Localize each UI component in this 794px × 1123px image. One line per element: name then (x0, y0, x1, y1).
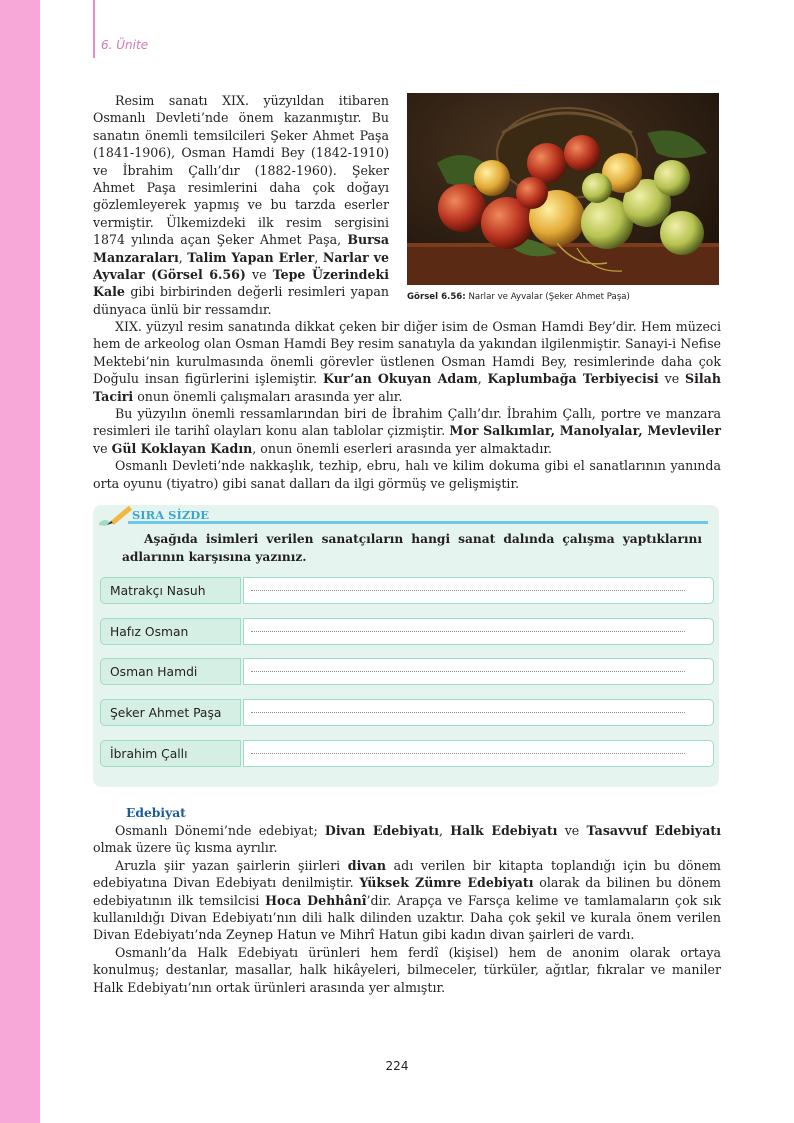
activity-header-rule (128, 521, 708, 524)
answer-field[interactable] (243, 577, 714, 604)
answer-row (100, 740, 714, 769)
answer-row (100, 618, 714, 647)
answer-dotted-line (251, 712, 685, 713)
artist-name: Matrakçı Nasuh (100, 577, 241, 604)
page-number: 224 (385, 1059, 409, 1073)
artist-name: İbrahim Çallı (100, 740, 241, 767)
activity-instruction (122, 531, 702, 566)
activity-title: SIRA SİZDE (132, 508, 209, 522)
artist-name: Osman Hamdi (100, 658, 241, 685)
paragraph-el-sanatlari: Osmanlı Devleti’nde nakkaşlık, tezhip, ebru, halı ve kilim dokuma gibi el sanatlarının yanında orta oyunu (tiyatro) gibi sanat dalları da ilgi görmüş ve gelişmiştir. (93, 458, 721, 491)
pencil-icon (95, 503, 135, 529)
answer-dotted-line (251, 753, 685, 754)
paragraph-halk: Osmanlı’da Halk Edebiyatı ürünleri hem ferdî (kişisel) hem de anonim olarak ortaya konulmuş; destanlar, masallar, halk hikâyeleri, bilmeceler, türküler, ağıtlar, fıkralar ve maniler Halk Edebiyatı’nın ortak ürünleri arasında yer almıştır. (93, 944, 721, 995)
body-paragraphs (93, 318, 721, 492)
section-title-edebiyat: Edebiyat (126, 805, 186, 820)
answer-dotted-line (251, 590, 685, 591)
answer-field[interactable] (243, 699, 714, 726)
paragraph-divan: Aruzla şiir yazan şairlerin şiirleri divan adı verilen bir kitapta toplandığı için bu dönem edebiyatına Divan Edebiyatı denilmiştir. Yüksek Zümre Edebiyatı olarak da bilinen bu dönem edebiyatının ilk temsilcisi Hoca Dehhânî’dir. Arapça ve Farsça kelime ve tamlamaların çok sık kullanıldığı Divan Edebiyatı’nın dili halk dilinden uzaktır. Daha çok şekil ve kurala önem verilen Divan Edebiyatı’nda Zeynep Hatun ve Mihrî Hatun gibi kadın divan şairleri de vardı. (93, 857, 722, 943)
answer-dotted-line (251, 631, 685, 632)
answer-row (100, 699, 714, 728)
artist-name: Hafız Osman (100, 618, 241, 645)
answer-row (100, 658, 714, 687)
edebiyat-paragraphs (93, 822, 721, 996)
answer-row (100, 577, 714, 606)
left-color-band (0, 0, 40, 1123)
activity-instruction-text: Aşağıda isimleri verilen sanatçıların hangi sanat dalında çalışma yaptıklarını adlarının karşısına yazınız. (122, 532, 702, 564)
answer-field[interactable] (243, 658, 714, 685)
figure-caption: Görsel 6.56: Narlar ve Ayvalar (Şeker Ahmet Paşa) (407, 292, 630, 302)
intro-text: Resim sanatı XIX. yüzyıldan itibaren Osmanlı Devleti’nde önem kazanmıştır. Bu sanatın önemli temsilcileri Şeker Ahmet Paşa (1841-1906), Osman Hamdi Bey (1842-1910) ve İbrahim Çallı’dır (1882-1960). Şeker Ahmet Paşa resimlerini daha çok doğayı gözlemleyerek yapmış ve bu tarzda eserler vermiştir. Ülkemizdeki ilk resim sergisini 1874 yılında açan Şeker Ahmet Paşa, Bursa Manzaraları, Talim Yapan Erler, Narlar ve Ayvalar (Görsel 6.56) ve Tepe Üzerindeki Kale gibi birbirinden değerli resimleri yapan dünyaca ünlü bir ressamdır. (93, 93, 389, 317)
paragraph-ibrahim-calli: Bu yüzyılın önemli ressamlarından biri de İbrahim Çallı’dır. İbrahim Çallı, portre ve manzara resimleri ile tarihî olayları konu alan tablolar çizmiştir. Mor Salkımlar, Manolyalar, Mevleviler ve Gül Koklayan Kadın, onun önemli eserleri arasında yer almaktadır. (93, 406, 721, 456)
painting-image (407, 93, 719, 285)
paragraph-osman-hamdi: XIX. yüzyıl resim sanatında dikkat çeken bir diğer isim de Osman Hamdi Bey’dir. Hem müzeci hem de arkeolog olan Osman Hamdi Bey resim sanatıyla da yakından ilgilenmiştir. Sanayi-i Nefise Mektebi’nin kurulmasında önemli görevler üstlenen Osman Hamdi Bey, resimlerinde daha çok Doğulu insan figürlerini işlemiştir. Kur’an Okuyan Adam, Kaplumbağa Terbiyecisi ve Silah Taciri onun önemli çalışmaları arasında yer alır. (93, 319, 721, 404)
answer-field[interactable] (243, 740, 714, 767)
unit-label: 6. Ünite (101, 38, 149, 52)
artist-name: Şeker Ahmet Paşa (100, 699, 241, 726)
header-rule (93, 0, 95, 58)
intro-paragraph (93, 92, 389, 318)
paragraph-edebiyat-types: Osmanlı Dönemi’nde edebiyat; Divan Edebiyatı, Halk Edebiyatı ve Tasavvuf Edebiyatı olmak üzere üç kısma ayrılır. (93, 823, 721, 856)
answer-field[interactable] (243, 618, 714, 645)
answer-dotted-line (251, 671, 685, 672)
